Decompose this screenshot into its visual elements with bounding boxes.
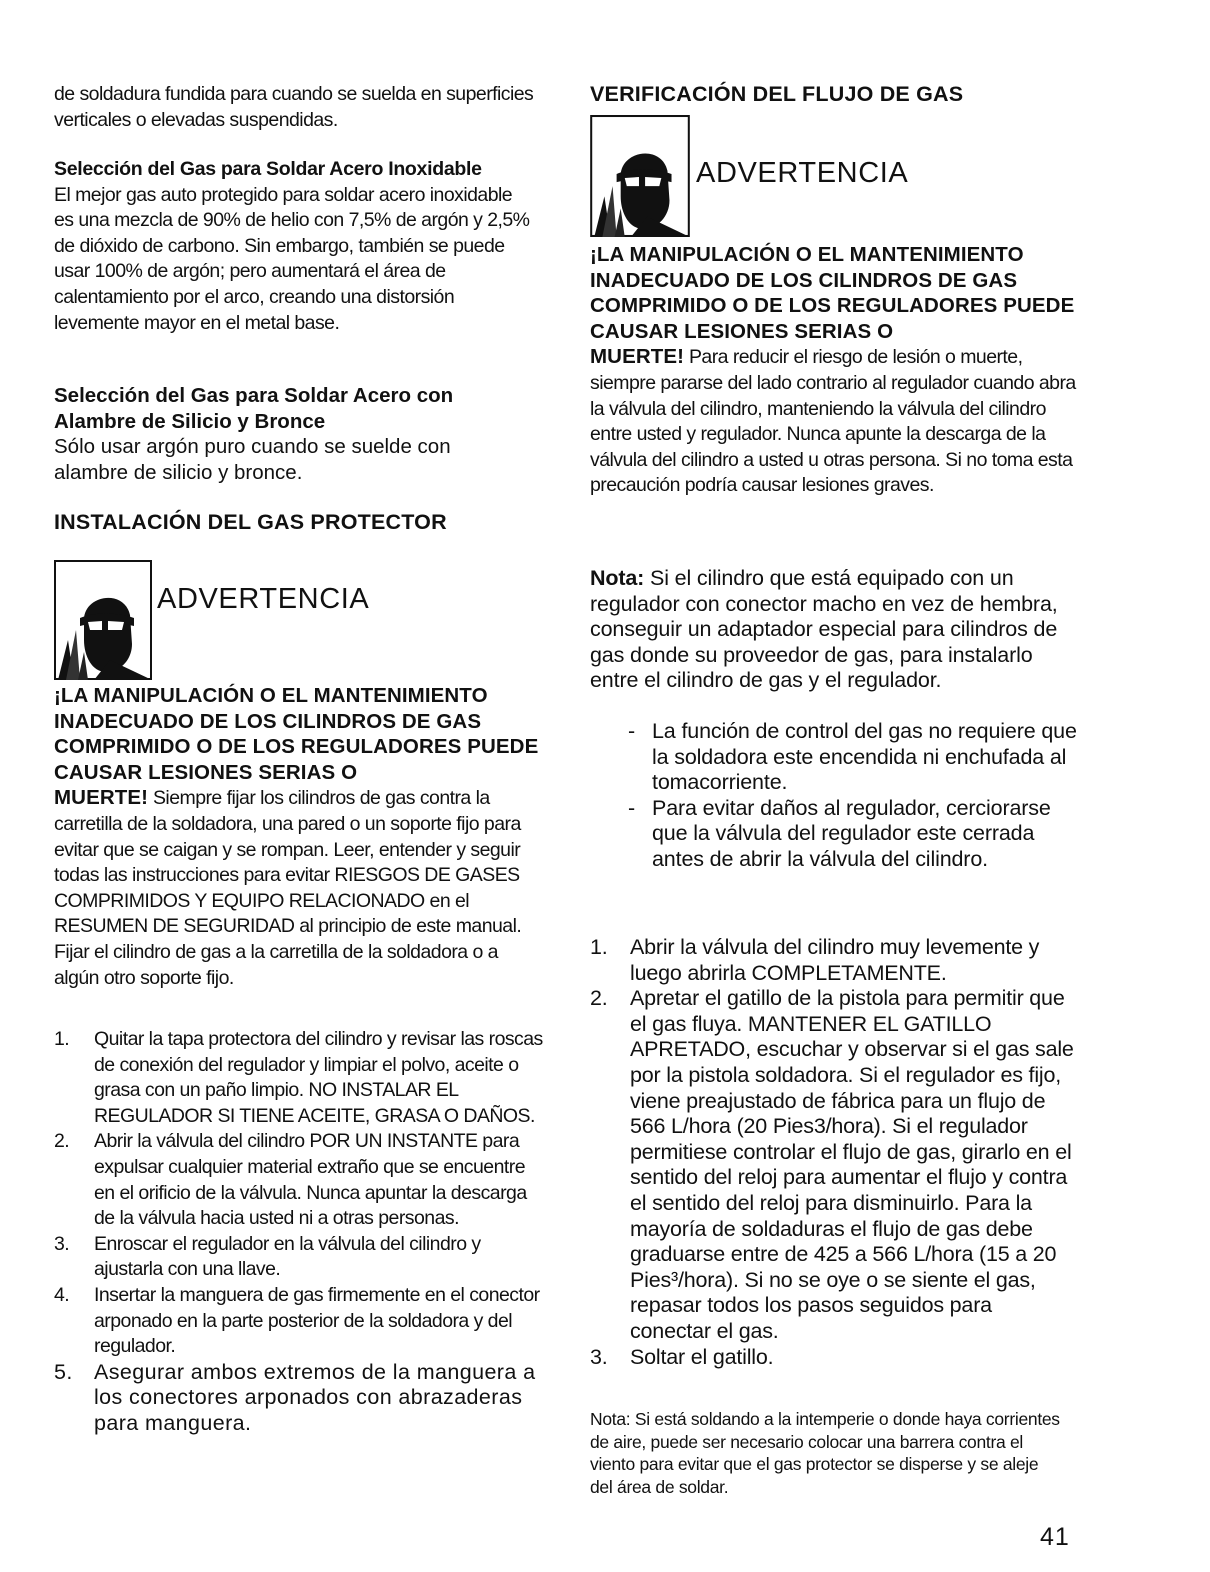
- warning-headline-end-left: MUERTE!: [54, 786, 149, 810]
- list-item: 4. Insertar la manguera de gas firmemente en el conector arponado en la parte posterior de la soldadora y del regulador.: [54, 1283, 540, 1358]
- gas-flow-steps: [590, 935, 1076, 1370]
- stainless-section: [54, 157, 544, 336]
- list-item: - La función de control del gas no requiere que la soldadora este encendida ni enchufada al tomacorriente.: [628, 719, 1078, 796]
- list-item: 1. Abrir la válvula del cilindro muy levemente y luego abrirla COMPLETAMENTE.: [590, 935, 1040, 985]
- welder-helmet-icon: [54, 560, 152, 680]
- warning-body-right: Para reducir el riesgo de lesión o muerte, siempre pararse del lado contrario al regulador cuando abra la válvula del cilindro, manteniendo la válvula del cilindro entre usted y regulador. Nunca apunte la descarga de la válvula del cilindro a usted u otras persona. Si no toma esta precaución podría causar lesiones graves.: [590, 346, 1076, 497]
- list-item: 2. Apretar el gatillo de la pistola para permitir que el gas fluya. MANTENER EL GATILLO APRETADO, escuchar y observar si el gas sale por la pistola soldadora. Si el regulador es fijo, viene preajustado de fábrica para un flujo de 566 L/hora (20 Pies3/hora). Si el regulador permitiese controlar el flujo de gas, girarlo en el sentido del reloj para aumentar el flujo y contra el sentido del reloj para disminuirlo. Para la mayoría de soldaduras el flujo de gas debe graduarse entre de 425 a 566 L/hora (15 a 20 Pies³/hora). Si no se oye o se siente el gas, repasar todos los pasos seguidos para conectar el gas.: [590, 986, 1074, 1343]
- silicon-heading-line2: Alambre de Silicio y Bronce: [54, 409, 326, 433]
- welder-helmet-icon: [590, 115, 690, 237]
- intro-paragraph: de soldadura fundida para cuando se suelda en superficies verticales o elevadas suspendidas.: [54, 83, 534, 131]
- note-label: Nota:: [590, 566, 645, 590]
- install-steps: [54, 1027, 544, 1437]
- note-text: Si el cilindro que está equipado con un regulador con conector macho en vez de hembra, conseguir un adaptador especial para cilindros de gas donde su proveedor de gas, para instalarlo entre el cilindro de gas y el regulador.: [590, 566, 1058, 693]
- warning-text-left: [54, 683, 544, 991]
- list-item: 2. Abrir la válvula del cilindro POR UN INSTANTE para expulsar cualquier material extraño que se encuentre en el orificio de la válvula. Nunca apuntar la descarga de la válvula hacia usted ni a otras personas.: [54, 1130, 527, 1230]
- list-item: 1. Quitar la tapa protectora del cilindro y revisar las roscas de conexión del regulador y limpiar el polvo, aceite o grasa con un paño limpio. NO INSTALAR EL REGULADOR SI TIENE ACEITE, GRASA O DAÑOS.: [54, 1028, 543, 1127]
- warning-label-right: ADVERTENCIA: [696, 157, 909, 189]
- silicon-section: [54, 383, 544, 485]
- install-gas-title: INSTALACIÓN DEL GAS PROTECTOR: [54, 510, 447, 534]
- warning-text-right: [590, 242, 1076, 499]
- note-dash-list: [628, 719, 1078, 873]
- silicon-body: Sólo usar argón puro cuando se suelde con alambre de silicio y bronce.: [54, 435, 451, 484]
- stainless-heading: Selección del Gas para Soldar Acero Inoxidable: [54, 158, 482, 180]
- warning-headline-left: ¡LA MANIPULACIÓN O EL MANTENIMIENTO INADECUADO DE LOS CILINDROS DE GAS COMPRIMIDO O DE LOS REGULADORES PUEDE CAUSAR LESIONES SERIAS O: [54, 684, 539, 784]
- list-item: 5. Asegurar ambos extremos de la manguera a los conectores arponados con abrazaderas para manguera.: [54, 1359, 536, 1435]
- warning-icon-box-right: [590, 115, 690, 237]
- note-paragraph: [590, 566, 1076, 694]
- footnote: Nota: Si está soldando a la intemperie o donde haya corrientes de aire, puede ser necesario colocar una barrera contra el viento para evitar que el gas protector se disperse y se aleje del área de soldar.: [590, 1409, 1060, 1497]
- silicon-heading-line1: Selección del Gas para Soldar Acero con: [54, 384, 454, 407]
- warning-headline-right: ¡LA MANIPULACIÓN O EL MANTENIMIENTO INADECUADO DE LOS CILINDROS DE GAS COMPRIMIDO O DE LOS REGULADORES PUEDE CAUSAR LESIONES SERIAS O: [590, 243, 1075, 343]
- warning-headline-end-right: MUERTE!: [590, 345, 685, 369]
- gas-flow-title: VERIFICACIÓN DEL FLUJO DE GAS: [590, 82, 964, 106]
- list-item: 3. Enroscar el regulador en la válvula del cilindro y ajustarla con una llave.: [54, 1232, 481, 1281]
- list-item: 3. Soltar el gatillo.: [590, 1344, 774, 1369]
- warning-icon-box-left: [54, 560, 152, 680]
- stainless-body: El mejor gas auto protegido para soldar acero inoxidable es una mezcla de 90% de helio con 7,5% de argón y 2,5% de dióxido de carbono. Sin embargo, también se puede usar 100% de argón; pero aumentará el área de calentamiento por el arco, creando una distorsión levemente mayor en el metal base.: [54, 183, 530, 334]
- page-number: 41: [1040, 1523, 1070, 1551]
- warning-body-left: Siempre fijar los cilindros de gas contra la carretilla de la soldadora, una pared o un soporte fijo para evitar que se caigan y se rompan. Leer, entender y seguir todas las instrucciones para evitar RIESGOS DE GASES COMPRIMIDOS Y EQUIPO RELACIONADO en el RESUMEN DE SEGURIDAD al principio de este manual. Fijar el cilindro de gas a la carretilla de la soldadora o a algún otro soporte fijo.: [54, 787, 522, 989]
- warning-label-left: ADVERTENCIA: [157, 583, 370, 615]
- list-item: - Para evitar daños al regulador, cerciorarse que la válvula del regulador este cerrada antes de abrir la válvula del cilindro.: [628, 796, 1078, 873]
